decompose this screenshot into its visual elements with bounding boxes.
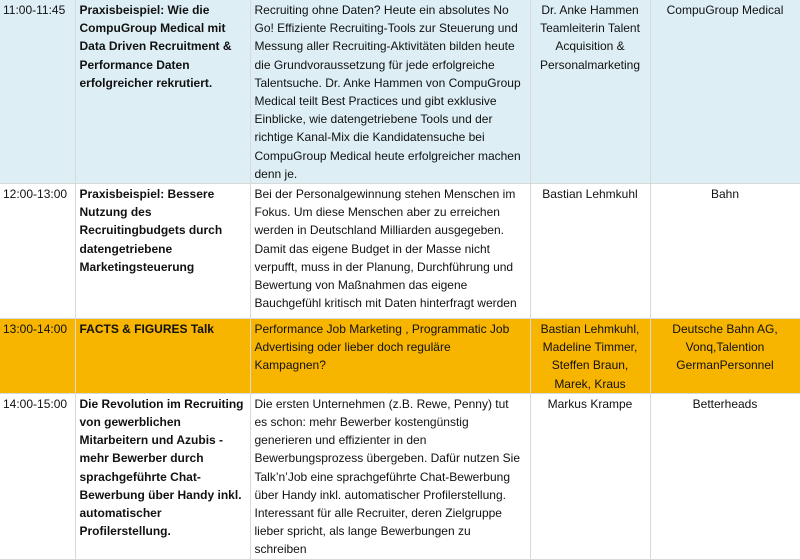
company-cell: CompuGroup Medical (650, 0, 800, 184)
agenda-row (0, 319, 800, 394)
agenda-row (0, 393, 800, 559)
session-description: Die ersten Unternehmen (z.B. Rewe, Penny) tut es schon: mehr Bewerber kostengünstig generieren und effizienter in den Bewerbungsprozess übergeben. Dafür nutzen Sie Talk’n’Job eine sprachgeführte Chat-Bewerbung über Handy inkl. automatischer Profilerstellung. Interessant für alle Recruiter, deren Zielgruppe lieber spricht, als lange Bewerbungen zu schreiben (250, 393, 530, 559)
company-cell: Deutsche Bahn AG, Vonq,Talention GermanPersonnel (650, 319, 800, 394)
time-cell: 12:00-13:00 (0, 184, 75, 319)
company-cell: Betterheads (650, 393, 800, 559)
session-description: Performance Job Marketing , Programmatic Job Advertising oder lieber doch reguläre Kampagnen? (250, 319, 530, 394)
agenda-row (0, 0, 800, 184)
time-cell: 14:00-15:00 (0, 393, 75, 559)
session-title: Praxisbeispiel: Wie die CompuGroup Medical mit Data Driven Recruitment & Performance Daten erfolgreicher rekrutiert. (75, 0, 250, 184)
agenda-row (0, 184, 800, 319)
time-cell: 13:00-14:00 (0, 319, 75, 394)
speaker-cell: Bastian Lehmkuhl (530, 184, 650, 319)
session-description: Recruiting ohne Daten? Heute ein absolutes No Go! Effiziente Recruiting-Tools zur Steuerung und Messung aller Recruiting-Aktivitäten bilden heute die Grundvoraussetzung für jede erfolgreiche Talentsuche. Dr. Anke Hammen von CompuGroup Medical teilt Best Practices und gibt exklusive Einblicke, wie datengetriebene Tools und der richtige Kanal-Mix die Kandidatensuche bei CompuGroup Medical heute erfolgreicher machen denn je. (250, 0, 530, 184)
session-title: Die Revolution im Recruiting von gewerblichen Mitarbeitern und Azubis - mehr Bewerber durch sprachgeführte Chat-Bewerbung über Handy inkl. automatischer Profilerstellung. (75, 393, 250, 559)
speaker-cell: Bastian Lehmkuhl, Madeline Timmer, Steffen Braun, Marek, Kraus (530, 319, 650, 394)
session-title: FACTS & FIGURES Talk (75, 319, 250, 394)
time-cell: 11:00-11:45 (0, 0, 75, 184)
speaker-cell: Markus Krampe (530, 393, 650, 559)
company-cell: Bahn (650, 184, 800, 319)
session-description: Bei der Personalgewinnung stehen Menschen im Fokus. Um diese Menschen aber zu erreichen werden in Deutschland Milliarden ausgegeben. Damit das eigene Budget in der Masse nicht verpufft, muss in der Planung, Durchführung und Bewertung von Maßnahmen das eigene Bauchgefühl kritisch mit Daten hinterfragt werden (250, 184, 530, 319)
session-title: Praxisbeispiel: Bessere Nutzung des Recruitingbudgets durch datengetriebene Marketingsteuerung (75, 184, 250, 319)
speaker-cell: Dr. Anke Hammen Teamleiterin Talent Acquisition & Personalmarketing (530, 0, 650, 184)
